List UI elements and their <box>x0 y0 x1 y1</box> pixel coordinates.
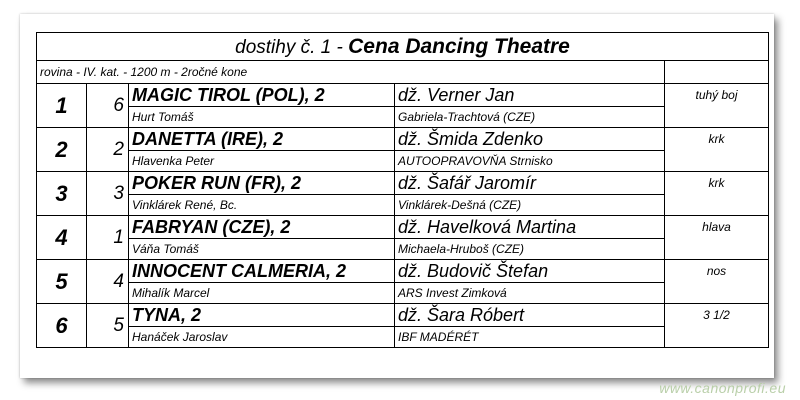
owner-name: AUTOOPRAVOVŇA Strnisko <box>395 151 665 172</box>
race-conditions: rovina - IV. kat. - 1200 m - 2ročné kone <box>37 61 665 84</box>
jockey-name: dž. Šafář Jaromír <box>395 172 665 195</box>
result-row <box>37 172 769 195</box>
race-results-table <box>36 32 769 348</box>
start-number: 2 <box>87 128 129 172</box>
horse-name: INNOCENT CALMERIA, 2 <box>129 260 395 283</box>
start-number: 5 <box>87 304 129 348</box>
result-row <box>37 216 769 239</box>
margin-note: hlava <box>665 216 769 260</box>
race-title <box>37 33 769 61</box>
trainer-name: Hlavenka Peter <box>129 151 395 172</box>
result-subrow <box>37 239 769 260</box>
start-number: 3 <box>87 172 129 216</box>
start-number: 6 <box>87 84 129 128</box>
jockey-name: dž. Budovič Štefan <box>395 260 665 283</box>
result-subrow <box>37 327 769 348</box>
owner-name: Gabriela-Trachtová (CZE) <box>395 107 665 128</box>
start-number: 1 <box>87 216 129 260</box>
jockey-name: dž. Šmida Zdenko <box>395 128 665 151</box>
horse-name: POKER RUN (FR), 2 <box>129 172 395 195</box>
race-name: Cena Dancing Theatre <box>348 34 570 58</box>
jockey-name: dž. Šara Róbert <box>395 304 665 327</box>
conditions-empty-cell <box>665 61 769 84</box>
trainer-name: Mihalík Marcel <box>129 283 395 304</box>
finish-position: 5 <box>37 260 87 304</box>
trainer-name: Vinklárek René, Bc. <box>129 195 395 216</box>
jockey-name: dž. Verner Jan <box>395 84 665 107</box>
margin-note: nos <box>665 260 769 304</box>
finish-position: 1 <box>37 84 87 128</box>
jockey-name: dž. Havelková Martina <box>395 216 665 239</box>
owner-name: Michaela-Hruboš (CZE) <box>395 239 665 260</box>
title-row <box>37 33 769 61</box>
result-subrow <box>37 195 769 216</box>
horse-name: MAGIC TIROL (POL), 2 <box>129 84 395 107</box>
margin-note: krk <box>665 172 769 216</box>
margin-note: krk <box>665 128 769 172</box>
owner-name: ARS Invest Zimková <box>395 283 665 304</box>
trainer-name: Váňa Tomáš <box>129 239 395 260</box>
margin-note: tuhý boj <box>665 84 769 128</box>
result-row <box>37 304 769 327</box>
results-card <box>20 14 774 378</box>
result-subrow <box>37 283 769 304</box>
trainer-name: Hurt Tomáš <box>129 107 395 128</box>
result-row <box>37 128 769 151</box>
margin-note: 3 1/2 <box>665 304 769 348</box>
finish-position: 2 <box>37 128 87 172</box>
finish-position: 6 <box>37 304 87 348</box>
result-row <box>37 84 769 107</box>
start-number: 4 <box>87 260 129 304</box>
result-subrow <box>37 151 769 172</box>
finish-position: 3 <box>37 172 87 216</box>
conditions-row <box>37 61 769 84</box>
horse-name: DANETTA (IRE), 2 <box>129 128 395 151</box>
owner-name: IBF MADÉRÉT <box>395 327 665 348</box>
result-subrow <box>37 107 769 128</box>
trainer-name: Hanáček Jaroslav <box>129 327 395 348</box>
owner-name: Vinklárek-Dešná (CZE) <box>395 195 665 216</box>
race-title-prefix: dostihy č. 1 - <box>235 36 349 58</box>
result-row <box>37 260 769 283</box>
horse-name: TYNA, 2 <box>129 304 395 327</box>
horse-name: FABRYAN (CZE), 2 <box>129 216 395 239</box>
finish-position: 4 <box>37 216 87 260</box>
watermark-text: www.canonprofi.eu <box>659 380 786 396</box>
